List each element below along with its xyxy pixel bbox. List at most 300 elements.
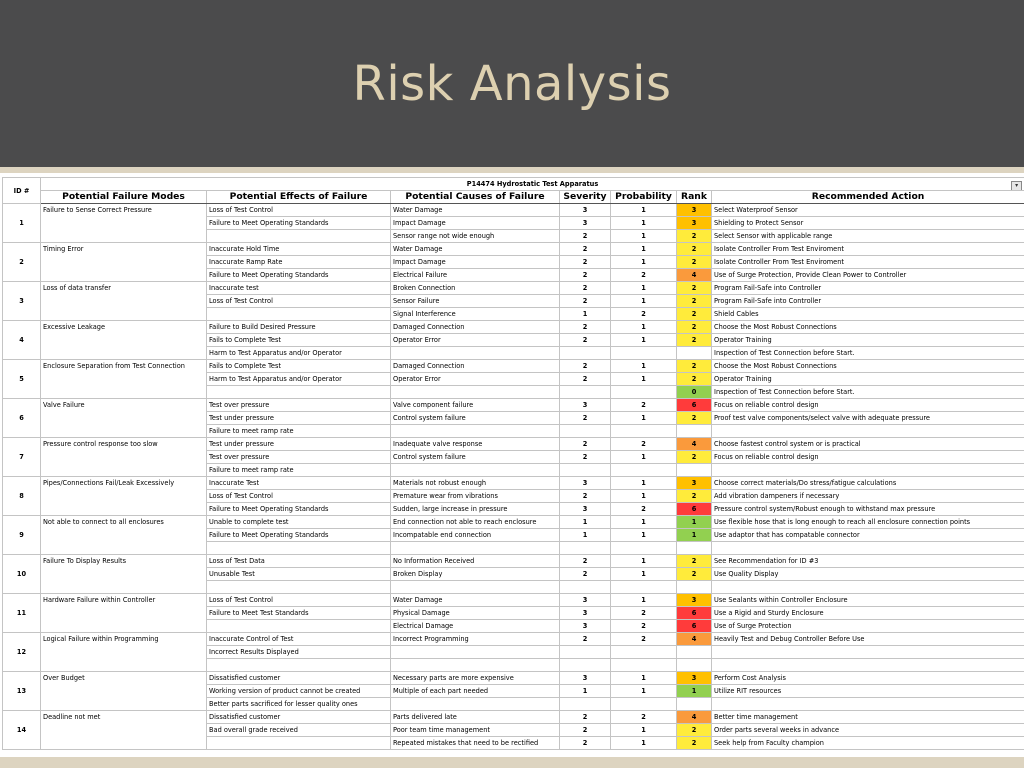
probability-value: 1: [611, 724, 677, 737]
recommended-action: [712, 425, 1024, 438]
failure-cause: Broken Connection: [391, 282, 560, 295]
severity-value: 2: [560, 412, 611, 425]
title-divider: [0, 167, 1024, 173]
failure-cause: [391, 581, 560, 594]
recommended-action: Order parts several weeks in advance: [712, 724, 1024, 737]
recommended-action: Shield Cables: [712, 308, 1024, 321]
rank-value: 6: [677, 620, 712, 633]
severity-value: [560, 698, 611, 711]
severity-value: [560, 581, 611, 594]
risk-id: 8: [3, 477, 41, 516]
failure-mode: Enclosure Separation from Test Connection: [41, 360, 207, 399]
severity-value: 2: [560, 555, 611, 568]
rank-value: [677, 425, 712, 438]
rank-value: 3: [677, 477, 712, 490]
probability-value: 1: [611, 737, 677, 750]
failure-mode: Deadline not met: [41, 711, 207, 750]
failure-effect: Better parts sacrificed for lesser quality ones: [207, 698, 391, 711]
rank-value: 2: [677, 555, 712, 568]
recommended-action: Proof test valve components/select valve with adequate pressure: [712, 412, 1024, 425]
id-header: ID #: [3, 178, 41, 204]
rank-value: 0: [677, 386, 712, 399]
probability-value: 1: [611, 217, 677, 230]
failure-effect: Test under pressure: [207, 438, 391, 451]
recommended-action: Focus on reliable control design: [712, 399, 1024, 412]
recommended-action: Inspection of Test Connection before Start.: [712, 347, 1024, 360]
severity-value: 2: [560, 360, 611, 373]
table-row: [3, 282, 1024, 295]
failure-mode: Logical Failure within Programming: [41, 633, 207, 672]
recommended-action: Isolate Controller From Test Enviroment: [712, 243, 1024, 256]
recommended-action: [712, 646, 1024, 659]
risk-id: 14: [3, 711, 41, 750]
rank-value: 2: [677, 295, 712, 308]
recommended-action: Inspection of Test Connection before Start.: [712, 386, 1024, 399]
rank-value: 2: [677, 412, 712, 425]
table-row: [3, 399, 1024, 412]
probability-value: 1: [611, 490, 677, 503]
severity-value: 3: [560, 204, 611, 217]
rank-value: [677, 464, 712, 477]
header-rank: Rank: [677, 191, 712, 204]
rank-value: 4: [677, 633, 712, 646]
severity-value: 3: [560, 672, 611, 685]
failure-effect: [207, 308, 391, 321]
risk-id: 10: [3, 555, 41, 594]
probability-value: 1: [611, 685, 677, 698]
severity-value: 2: [560, 256, 611, 269]
rank-value: 4: [677, 711, 712, 724]
table-row: [3, 438, 1024, 451]
probability-value: [611, 347, 677, 360]
rank-value: 2: [677, 451, 712, 464]
failure-cause: Valve component failure: [391, 399, 560, 412]
rank-value: 6: [677, 399, 712, 412]
failure-effect: Failure to Build Desired Pressure: [207, 321, 391, 334]
risk-id: 3: [3, 282, 41, 321]
rank-value: 6: [677, 503, 712, 516]
recommended-action: Better time management: [712, 711, 1024, 724]
table-row: [3, 633, 1024, 646]
recommended-action: Use Quality Display: [712, 568, 1024, 581]
risk-id: 4: [3, 321, 41, 360]
probability-value: 1: [611, 516, 677, 529]
dropdown-arrow-icon[interactable]: ▾: [1011, 181, 1022, 191]
rank-value: 3: [677, 594, 712, 607]
table-row: [3, 243, 1024, 256]
failure-effect: Unusable Test: [207, 568, 391, 581]
failure-effect: [207, 230, 391, 243]
failure-mode: Pipes/Connections Fail/Leak Excessively: [41, 477, 207, 516]
severity-value: [560, 347, 611, 360]
failure-effect: [207, 542, 391, 555]
probability-value: 1: [611, 243, 677, 256]
failure-effect: Dissatisfied customer: [207, 672, 391, 685]
severity-value: 2: [560, 282, 611, 295]
recommended-action: Select Waterproof Sensor: [712, 204, 1024, 217]
header-failure-modes: Potential Failure Modes: [41, 191, 207, 204]
failure-effect: Failure to Meet Operating Standards: [207, 269, 391, 282]
failure-effect: Loss of Test Control: [207, 594, 391, 607]
rank-value: 2: [677, 724, 712, 737]
severity-value: 2: [560, 438, 611, 451]
table-row: [3, 555, 1024, 568]
recommended-action: [712, 659, 1024, 672]
rank-value: 2: [677, 568, 712, 581]
failure-effect: Unable to complete test: [207, 516, 391, 529]
failure-effect: Loss of Test Control: [207, 295, 391, 308]
failure-effect: Failure to Meet Operating Standards: [207, 217, 391, 230]
probability-value: 1: [611, 334, 677, 347]
failure-effect: Failure to meet ramp rate: [207, 425, 391, 438]
failure-effect: Failure to meet ramp rate: [207, 464, 391, 477]
recommended-action: Use flexible hose that is long enough to reach all enclosure connection points: [712, 516, 1024, 529]
failure-cause: [391, 698, 560, 711]
rank-value: 2: [677, 360, 712, 373]
project-title: P14474 Hydrostatic Test Apparatus: [466, 180, 599, 188]
failure-cause: Damaged Connection: [391, 321, 560, 334]
failure-effect: Failure to Meet Operating Standards: [207, 503, 391, 516]
failure-effect: Dissatisfied customer: [207, 711, 391, 724]
probability-value: 1: [611, 204, 677, 217]
recommended-action: Choose fastest control system or is practical: [712, 438, 1024, 451]
failure-cause: Necessary parts are more expensive: [391, 672, 560, 685]
table-row: [3, 516, 1024, 529]
failure-cause: Sensor range not wide enough: [391, 230, 560, 243]
failure-cause: Poor team time management: [391, 724, 560, 737]
severity-value: [560, 386, 611, 399]
failure-effect: Inaccurate test: [207, 282, 391, 295]
recommended-action: Add vibration dampeners if necessary: [712, 490, 1024, 503]
rank-value: 2: [677, 282, 712, 295]
recommended-action: Use Sealants within Controller Enclosure: [712, 594, 1024, 607]
failure-mode: Pressure control response too slow: [41, 438, 207, 477]
rank-value: 2: [677, 334, 712, 347]
failure-effect: [207, 386, 391, 399]
probability-value: [611, 542, 677, 555]
recommended-action: Operator Training: [712, 373, 1024, 386]
probability-value: 1: [611, 321, 677, 334]
rank-value: 6: [677, 607, 712, 620]
probability-value: 1: [611, 373, 677, 386]
probability-value: [611, 581, 677, 594]
failure-cause: Water Damage: [391, 243, 560, 256]
failure-cause: [391, 646, 560, 659]
recommended-action: See Recommendation for ID #3: [712, 555, 1024, 568]
probability-value: 1: [611, 282, 677, 295]
failure-mode: Hardware Failure within Controller: [41, 594, 207, 633]
recommended-action: Choose the Most Robust Connections: [712, 360, 1024, 373]
failure-effect: Loss of Test Control: [207, 204, 391, 217]
probability-value: 2: [611, 438, 677, 451]
failure-cause: Impact Damage: [391, 217, 560, 230]
header-failure-causes: Potential Causes of Failure: [391, 191, 560, 204]
failure-effect: Incorrect Results Displayed: [207, 646, 391, 659]
severity-value: 2: [560, 451, 611, 464]
severity-value: 1: [560, 685, 611, 698]
failure-mode: Not able to connect to all enclosures: [41, 516, 207, 555]
failure-effect: [207, 620, 391, 633]
failure-cause: Electrical Damage: [391, 620, 560, 633]
probability-value: 1: [611, 568, 677, 581]
severity-value: 2: [560, 321, 611, 334]
probability-value: [611, 646, 677, 659]
failure-mode: Failure To Display Results: [41, 555, 207, 594]
rank-value: 3: [677, 204, 712, 217]
probability-value: 2: [611, 399, 677, 412]
severity-value: 1: [560, 516, 611, 529]
recommended-action: [712, 698, 1024, 711]
table-row: [3, 321, 1024, 334]
probability-value: [611, 659, 677, 672]
failure-effect: Loss of Test Control: [207, 490, 391, 503]
recommended-action: Shielding to Protect Sensor: [712, 217, 1024, 230]
risk-id: 1: [3, 204, 41, 243]
probability-value: 1: [611, 230, 677, 243]
rank-value: [677, 581, 712, 594]
severity-value: 2: [560, 230, 611, 243]
risk-table-body: [3, 204, 1024, 750]
failure-cause: Operator Error: [391, 373, 560, 386]
failure-cause: Control system failure: [391, 412, 560, 425]
table-row: [3, 672, 1024, 685]
header-failure-effects: Potential Effects of Failure: [207, 191, 391, 204]
probability-value: 2: [611, 503, 677, 516]
footer-divider: [0, 757, 1024, 768]
probability-value: 2: [611, 308, 677, 321]
failure-effect: Fails to Complete Test: [207, 334, 391, 347]
failure-mode: Failure to Sense Correct Pressure: [41, 204, 207, 243]
failure-effect: Failure to Meet Operating Standards: [207, 529, 391, 542]
severity-value: 2: [560, 633, 611, 646]
severity-value: 2: [560, 269, 611, 282]
recommended-action: Heavily Test and Debug Controller Before Use: [712, 633, 1024, 646]
rank-value: 2: [677, 308, 712, 321]
recommended-action: Select Sensor with applicable range: [712, 230, 1024, 243]
failure-cause: Inadequate valve response: [391, 438, 560, 451]
header-severity: Severity: [560, 191, 611, 204]
recommended-action: Focus on reliable control design: [712, 451, 1024, 464]
probability-value: 1: [611, 360, 677, 373]
table-row: [3, 204, 1024, 217]
recommended-action: Program Fail-Safe into Controller: [712, 282, 1024, 295]
probability-value: [611, 386, 677, 399]
probability-value: 2: [611, 711, 677, 724]
failure-cause: Damaged Connection: [391, 360, 560, 373]
severity-value: [560, 425, 611, 438]
failure-cause: Sudden, large increase in pressure: [391, 503, 560, 516]
probability-value: 1: [611, 594, 677, 607]
table-row: [3, 594, 1024, 607]
failure-cause: [391, 659, 560, 672]
recommended-action: Perform Cost Analysis: [712, 672, 1024, 685]
rank-value: 1: [677, 685, 712, 698]
severity-value: 3: [560, 503, 611, 516]
rank-value: 2: [677, 256, 712, 269]
recommended-action: [712, 542, 1024, 555]
failure-cause: Multiple of each part needed: [391, 685, 560, 698]
risk-table: [2, 177, 1024, 750]
recommended-action: Choose the Most Robust Connections: [712, 321, 1024, 334]
severity-value: [560, 464, 611, 477]
severity-value: 2: [560, 373, 611, 386]
failure-effect: Fails to Complete Test: [207, 360, 391, 373]
failure-mode: Loss of data transfer: [41, 282, 207, 321]
failure-cause: Water Damage: [391, 204, 560, 217]
severity-value: [560, 646, 611, 659]
probability-value: 1: [611, 672, 677, 685]
severity-value: 3: [560, 399, 611, 412]
probability-value: [611, 698, 677, 711]
failure-cause: Parts delivered late: [391, 711, 560, 724]
probability-value: [611, 425, 677, 438]
recommended-action: Pressure control system/Robust enough to withstand max pressure: [712, 503, 1024, 516]
probability-value: 1: [611, 256, 677, 269]
recommended-action: Use adaptor that has compatable connector: [712, 529, 1024, 542]
failure-effect: Loss of Test Data: [207, 555, 391, 568]
failure-effect: Test under pressure: [207, 412, 391, 425]
severity-value: 2: [560, 334, 611, 347]
probability-value: 2: [611, 269, 677, 282]
rank-value: [677, 698, 712, 711]
probability-value: 2: [611, 607, 677, 620]
severity-value: 3: [560, 217, 611, 230]
failure-cause: Materials not robust enough: [391, 477, 560, 490]
failure-effect: Failure to Meet Test Standards: [207, 607, 391, 620]
severity-value: [560, 542, 611, 555]
table-row: [3, 360, 1024, 373]
risk-id: 11: [3, 594, 41, 633]
failure-cause: [391, 464, 560, 477]
failure-effect: Bad overall grade received: [207, 724, 391, 737]
rank-value: [677, 542, 712, 555]
title-bar: [0, 0, 1024, 167]
recommended-action: Use of Surge Protection, Provide Clean Power to Controller: [712, 269, 1024, 282]
risk-id: 9: [3, 516, 41, 555]
recommended-action: Seek help from Faculty champion: [712, 737, 1024, 750]
failure-cause: Physical Damage: [391, 607, 560, 620]
failure-effect: Inaccurate Test: [207, 477, 391, 490]
recommended-action: Utilize RIT resources: [712, 685, 1024, 698]
failure-cause: Electrical Failure: [391, 269, 560, 282]
failure-cause: Control system failure: [391, 451, 560, 464]
risk-id: 7: [3, 438, 41, 477]
risk-id: 6: [3, 399, 41, 438]
header-probability: Probability: [611, 191, 677, 204]
risk-id: 5: [3, 360, 41, 399]
recommended-action: Isolate Controller From Test Enviroment: [712, 256, 1024, 269]
severity-value: 1: [560, 529, 611, 542]
failure-effect: Harm to Test Apparatus and/or Operator: [207, 373, 391, 386]
failure-cause: Impact Damage: [391, 256, 560, 269]
failure-cause: Incorrect Programming: [391, 633, 560, 646]
recommended-action: Use of Surge Protection: [712, 620, 1024, 633]
risk-spreadsheet: [2, 177, 1024, 757]
failure-mode: Over Budget: [41, 672, 207, 711]
failure-effect: Test over pressure: [207, 399, 391, 412]
failure-cause: [391, 542, 560, 555]
recommended-action: Program Fail-Safe into Controller: [712, 295, 1024, 308]
failure-cause: End connection not able to reach enclosure: [391, 516, 560, 529]
recommended-action: [712, 464, 1024, 477]
probability-value: 2: [611, 620, 677, 633]
rank-value: 1: [677, 529, 712, 542]
failure-effect: [207, 737, 391, 750]
severity-value: 2: [560, 295, 611, 308]
failure-effect: [207, 581, 391, 594]
failure-cause: Premature wear from vibrations: [391, 490, 560, 503]
header-recommended-action: Recommended Action: [712, 191, 1024, 204]
risk-id: 13: [3, 672, 41, 711]
failure-effect: [207, 659, 391, 672]
failure-cause: Incompatable end connection: [391, 529, 560, 542]
severity-value: 2: [560, 243, 611, 256]
probability-value: 1: [611, 412, 677, 425]
slide-title: Risk Analysis: [352, 56, 672, 112]
failure-mode: Valve Failure: [41, 399, 207, 438]
rank-value: 2: [677, 737, 712, 750]
failure-cause: Water Damage: [391, 594, 560, 607]
probability-value: 1: [611, 555, 677, 568]
rank-value: [677, 347, 712, 360]
rank-value: 3: [677, 217, 712, 230]
failure-cause: No Information Received: [391, 555, 560, 568]
probability-value: [611, 464, 677, 477]
rank-value: 3: [677, 672, 712, 685]
rank-value: [677, 646, 712, 659]
probability-value: 1: [611, 529, 677, 542]
rank-value: 2: [677, 243, 712, 256]
failure-cause: Operator Error: [391, 334, 560, 347]
table-row: [3, 711, 1024, 724]
failure-cause: Sensor Failure: [391, 295, 560, 308]
project-title-cell: [41, 178, 1024, 191]
failure-cause: [391, 386, 560, 399]
severity-value: 2: [560, 724, 611, 737]
failure-effect: Inaccurate Hold Time: [207, 243, 391, 256]
risk-id: 12: [3, 633, 41, 672]
failure-effect: Test over pressure: [207, 451, 391, 464]
failure-effect: Inaccurate Ramp Rate: [207, 256, 391, 269]
severity-value: 3: [560, 594, 611, 607]
table-row: [3, 477, 1024, 490]
rank-value: 4: [677, 438, 712, 451]
failure-mode: Excessive Leakage: [41, 321, 207, 360]
failure-effect: Working version of product cannot be created: [207, 685, 391, 698]
recommended-action: [712, 581, 1024, 594]
failure-cause: [391, 347, 560, 360]
rank-value: 2: [677, 373, 712, 386]
severity-value: 3: [560, 607, 611, 620]
failure-cause: Broken Display: [391, 568, 560, 581]
probability-value: 1: [611, 451, 677, 464]
probability-value: 1: [611, 477, 677, 490]
failure-effect: Inaccurate Control of Test: [207, 633, 391, 646]
failure-cause: [391, 425, 560, 438]
rank-value: 1: [677, 516, 712, 529]
risk-id: 2: [3, 243, 41, 282]
rank-value: 2: [677, 490, 712, 503]
probability-value: 2: [611, 633, 677, 646]
recommended-action: Use a Rigid and Sturdy Enclosure: [712, 607, 1024, 620]
failure-effect: Harm to Test Apparatus and/or Operator: [207, 347, 391, 360]
severity-value: 2: [560, 737, 611, 750]
failure-cause: Repeated mistakes that need to be rectified: [391, 737, 560, 750]
failure-mode: Timing Error: [41, 243, 207, 282]
probability-value: 1: [611, 295, 677, 308]
recommended-action: Choose correct materials/Do stress/fatigue calculations: [712, 477, 1024, 490]
recommended-action: Operator Training: [712, 334, 1024, 347]
